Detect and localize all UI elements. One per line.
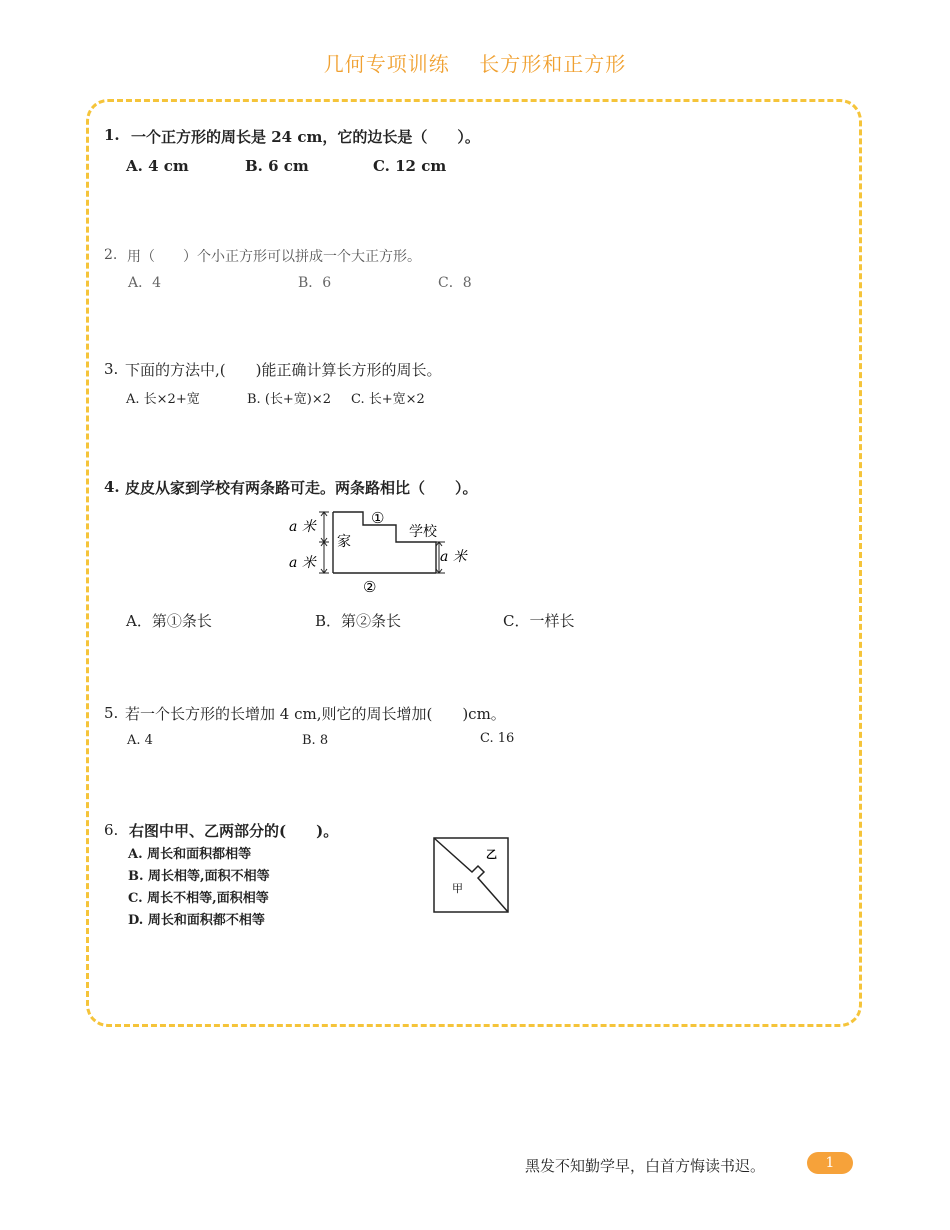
q6-number: 6. <box>104 821 119 839</box>
q3-option-c[interactable]: C. 长+宽×2 <box>351 392 425 407</box>
q4-option-c[interactable]: C．一样长 <box>503 612 575 630</box>
q3-option-a[interactable]: A. 长×2+宽 <box>126 392 200 407</box>
q6-text: 右图中甲、乙两部分的( )。 <box>129 822 339 840</box>
q1-option-a[interactable]: A. 4 cm <box>126 157 189 175</box>
label-yi: 乙 <box>486 848 497 861</box>
q5-option-a[interactable]: A. 4 <box>127 733 153 748</box>
q2-option-b[interactable]: B．6 <box>298 275 332 291</box>
label-a-right: a 米 <box>440 549 467 565</box>
q6-option-a[interactable]: A. 周长和面积都相等 <box>128 847 252 862</box>
q4-number: 4. <box>104 478 120 496</box>
q1-text: 一个正方形的周长是 24 cm，它的边长是（ ）。 <box>131 128 480 146</box>
q3-number: 3. <box>104 360 119 378</box>
q5-text: 若一个长方形的长增加 4 cm,则它的周长增加( )cm。 <box>125 705 506 723</box>
footer-motto: 黑发不知勤学早，白首方悔读书迟。 <box>525 1157 766 1175</box>
q4-option-b[interactable]: B．第②条长 <box>315 612 402 630</box>
q1-option-c[interactable]: C. 12 cm <box>373 157 447 175</box>
q1-number: 1. <box>104 126 120 144</box>
q2-option-c[interactable]: C．8 <box>438 275 472 291</box>
q4-route-figure <box>285 505 475 597</box>
q2-text: 用（ ）个小正方形可以拼成一个大正方形。 <box>127 249 421 265</box>
q6-option-d[interactable]: D. 周长和面积都不相等 <box>128 913 265 928</box>
label-home: 家 <box>337 534 351 550</box>
label-a-top: a 米 <box>289 519 316 535</box>
page-title: 几何专项训练 长方形和正方形 <box>323 52 627 76</box>
q5-number: 5. <box>104 704 119 722</box>
label-school: 学校 <box>409 524 437 540</box>
label-a-bottom: a 米 <box>289 555 316 571</box>
q4-text: 皮皮从家到学校有两条路可走。两条路相比（ ）。 <box>125 479 478 497</box>
label-route-two: ② <box>363 578 377 596</box>
q2-number: 2. <box>104 247 118 263</box>
q4-option-a[interactable]: A．第①条长 <box>126 612 212 630</box>
q2-option-a[interactable]: A．4 <box>128 275 162 291</box>
label-jia: 甲 <box>452 882 463 895</box>
q6-option-c[interactable]: C. 周长不相等,面积相等 <box>128 891 269 906</box>
q3-option-b[interactable]: B. (长+宽)×2 <box>247 392 332 407</box>
q1-option-b[interactable]: B. 6 cm <box>245 157 309 175</box>
q5-option-c[interactable]: C. 16 <box>480 731 515 746</box>
q3-text: 下面的方法中,( )能正确计算长方形的周长。 <box>125 361 442 379</box>
q5-option-b[interactable]: B. 8 <box>302 733 329 748</box>
label-route-one: ① <box>371 509 385 527</box>
q6-option-b[interactable]: B. 周长相等,面积不相等 <box>128 869 270 884</box>
page-number-badge: 1 <box>807 1152 853 1174</box>
q6-square-figure <box>432 836 512 916</box>
